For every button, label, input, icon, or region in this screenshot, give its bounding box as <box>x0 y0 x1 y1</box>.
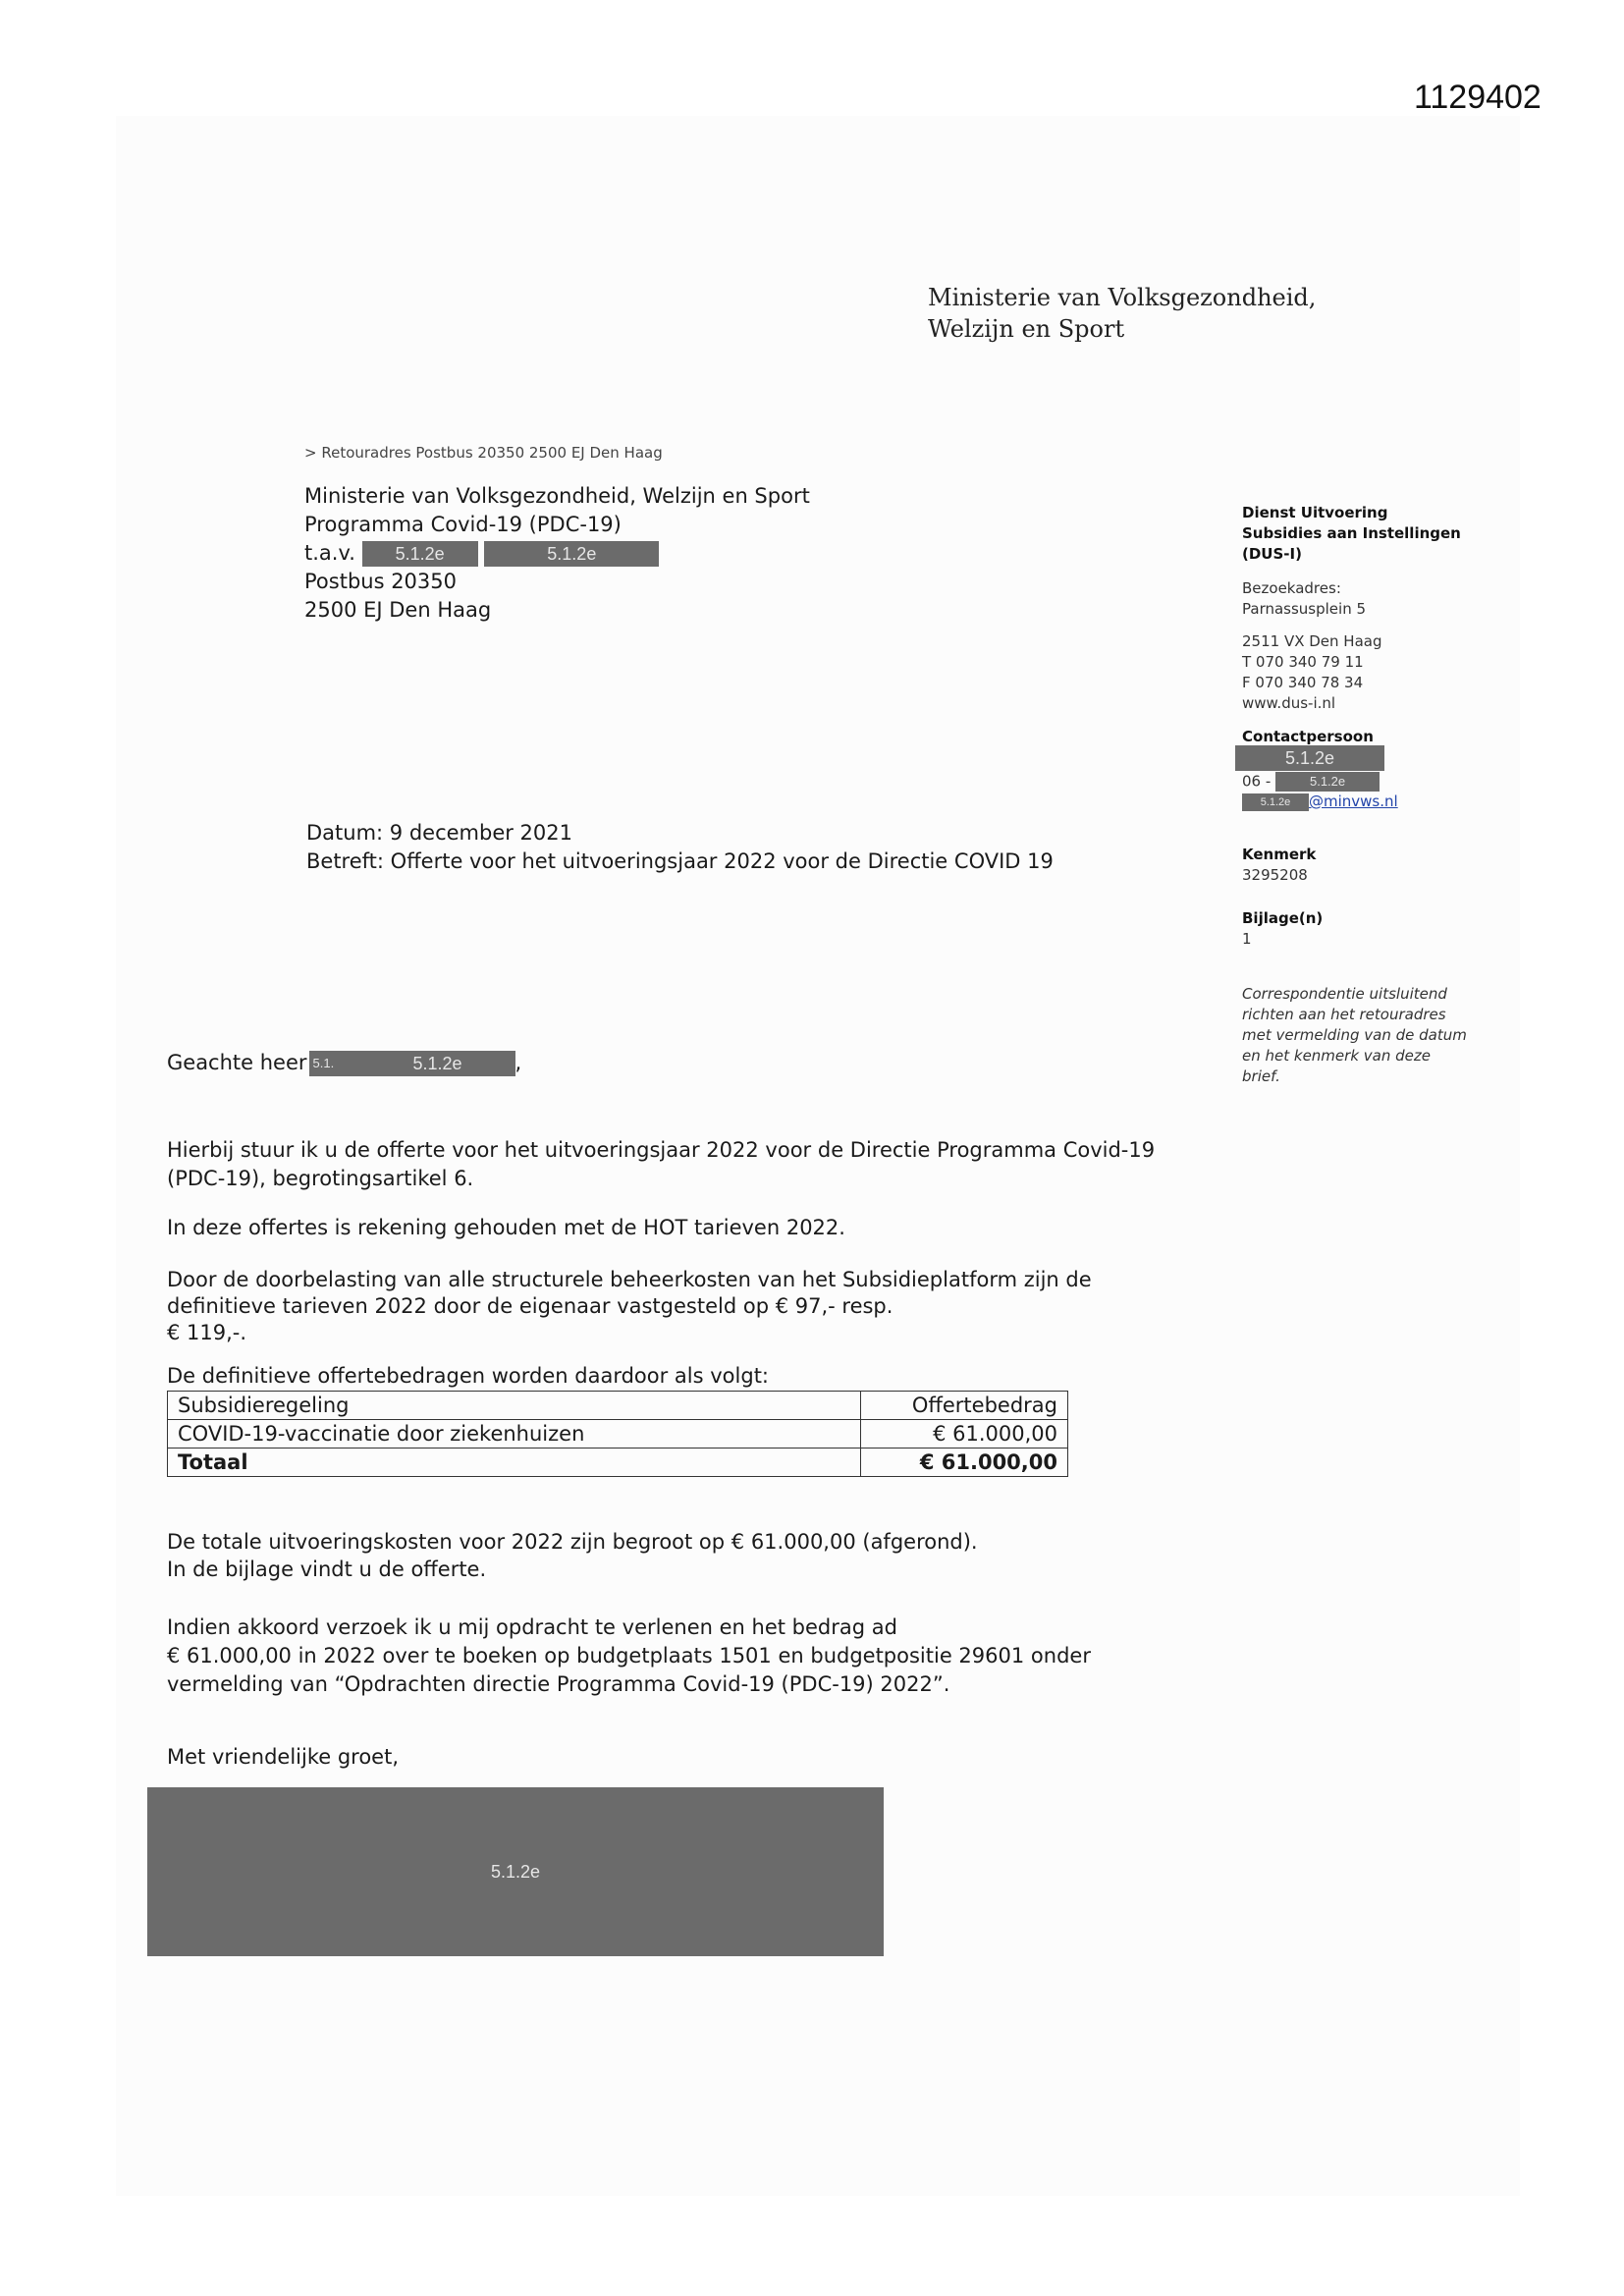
sender-org-1: Dienst Uitvoering <box>1242 504 1388 521</box>
offer-table <box>167 1391 1068 1477</box>
recipient-line-4: Postbus 20350 <box>304 570 457 593</box>
recipient-line-2: Programma Covid-19 (PDC-19) <box>304 513 622 536</box>
text-line: vermelding van “Opdrachten directie Programma Covid-19 (PDC-19) 2022”. <box>167 1672 950 1696</box>
reference-value: 3295208 <box>1242 866 1308 884</box>
note-line: richten aan het retouradres <box>1242 1006 1446 1023</box>
paragraph-table-intro <box>167 1362 1227 1391</box>
visit-street: Parnassusplein 5 <box>1242 600 1367 618</box>
document-number: 1129402 <box>1414 79 1542 116</box>
redaction-block: 5.1.2e <box>484 541 659 567</box>
text-line: definitieve tarieven 2022 door de eigenaar vastgesteld op € 97,- resp. <box>167 1294 893 1318</box>
table-cell: € 61.000,00 <box>861 1420 1068 1449</box>
table-total-row <box>168 1449 1068 1477</box>
logo-line-2: Welzijn en Sport <box>928 315 1125 343</box>
contact-redaction-row <box>1235 745 1384 771</box>
table-cell: Totaal <box>168 1449 861 1477</box>
note-line: Correspondentie uitsluitend <box>1242 985 1447 1003</box>
closing <box>167 1743 1227 1772</box>
redaction-block: 5.1. <box>309 1051 360 1076</box>
attachment-block <box>1242 908 1497 950</box>
email-domain-link[interactable]: @minvws.nl <box>1309 793 1398 810</box>
closing-text: Met vriendelijke groet, <box>167 1745 400 1769</box>
contact-details <box>1242 631 1497 714</box>
salutation-comma: , <box>514 1051 522 1074</box>
visit-label: Bezoekadres: <box>1242 579 1341 597</box>
redaction-block: 5.1.2e <box>360 1051 515 1076</box>
salutation-text: Geachte heer <box>167 1051 307 1074</box>
text-line: In deze offertes is rekening gehouden met de HOT tarieven 2022. <box>167 1216 845 1239</box>
table-header-row <box>168 1392 1068 1420</box>
phone-prefix: 06 - <box>1242 772 1272 791</box>
text-line: (PDC-19), begrotingsartikel 6. <box>167 1167 474 1190</box>
return-address: > Retouradres Postbus 20350 2500 EJ Den Haag <box>304 444 663 462</box>
redaction-block: 5.1.2e <box>1242 793 1309 811</box>
contact-phone-row <box>1242 772 1380 792</box>
ministry-logo <box>928 282 1316 345</box>
reference-label: Kenmerk <box>1242 846 1317 863</box>
sender-block <box>1242 503 1497 565</box>
paragraph-request <box>167 1613 1227 1699</box>
reference-block <box>1242 845 1497 886</box>
table-row <box>168 1420 1068 1449</box>
sender-org-3: (DUS-I) <box>1242 545 1302 563</box>
subject-line: Betreft: Offerte voor het uitvoeringsjaar 2022 voor de Directie COVID 19 <box>306 849 1054 873</box>
table-header-cell: Offertebedrag <box>861 1392 1068 1420</box>
table-header-cell: Subsidieregeling <box>168 1392 861 1420</box>
paragraph-costs <box>167 1528 1227 1583</box>
contact-label: Contactpersoon <box>1242 728 1374 745</box>
contact-person <box>1242 727 1497 747</box>
date-line: Datum: 9 december 2021 <box>306 821 573 845</box>
table-cell: € 61.000,00 <box>861 1449 1068 1477</box>
text-line: Hierbij stuur ik u de offerte voor het uitvoeringsjaar 2022 voor de Directie Programma Covid-19 <box>167 1138 1156 1162</box>
text-line: In de bijlage vindt u de offerte. <box>167 1558 487 1581</box>
note-line: brief. <box>1242 1067 1280 1085</box>
attachment-label: Bijlage(n) <box>1242 909 1324 927</box>
date-subject-block <box>306 819 1054 876</box>
table-cell: COVID-19-vaccinatie door ziekenhuizen <box>168 1420 861 1449</box>
phone-number: T 070 340 79 11 <box>1242 653 1364 671</box>
text-line: De totale uitvoeringskosten voor 2022 zijn begroot op € 61.000,00 (afgerond). <box>167 1530 978 1554</box>
fax-number: F 070 340 78 34 <box>1242 674 1364 691</box>
redaction-block: 5.1.2e <box>1275 772 1380 792</box>
sender-org-2: Subsidies aan Instellingen <box>1242 524 1461 542</box>
tav-label: t.a.v. <box>304 541 355 565</box>
note-line: en het kenmerk van deze <box>1242 1047 1431 1065</box>
attachment-value: 1 <box>1242 930 1252 948</box>
redaction-block: 5.1.2e <box>362 541 478 567</box>
redaction-block: 5.1.2e <box>1235 745 1384 771</box>
signature-redaction: 5.1.2e <box>147 1787 884 1956</box>
text-line: € 119,-. <box>167 1321 247 1344</box>
text-line: € 61.000,00 in 2022 over te boeken op budgetplaats 1501 en budgetpositie 29601 onder <box>167 1644 1091 1667</box>
visit-address <box>1242 578 1497 620</box>
postal-address: 2511 VX Den Haag <box>1242 632 1382 650</box>
recipient-line-5: 2500 EJ Den Haag <box>304 598 492 622</box>
text-line: Door de doorbelasting van alle structurele beheerkosten van het Subsidieplatform zijn de <box>167 1268 1092 1291</box>
text-line: Indien akkoord verzoek ik u mij opdracht te verlenen en het bedrag ad <box>167 1615 897 1639</box>
text-line: De definitieve offertebedragen worden daardoor als volgt: <box>167 1364 769 1388</box>
paragraph-rates <box>167 1267 1227 1346</box>
recipient-address <box>304 482 810 625</box>
note-line: met vermelding van de datum <box>1242 1026 1467 1044</box>
recipient-line-1: Ministerie van Volksgezondheid, Welzijn en Sport <box>304 484 810 508</box>
recipient-line-3 <box>304 539 810 568</box>
logo-line-1: Ministerie van Volksgezondheid, <box>928 284 1317 311</box>
website-link[interactable]: www.dus-i.nl <box>1242 694 1336 712</box>
paragraph-hot <box>167 1214 1227 1242</box>
correspondence-note <box>1242 984 1497 1087</box>
salutation <box>167 1049 1227 1077</box>
paragraph-intro <box>167 1136 1227 1193</box>
contact-email-row <box>1242 793 1398 811</box>
